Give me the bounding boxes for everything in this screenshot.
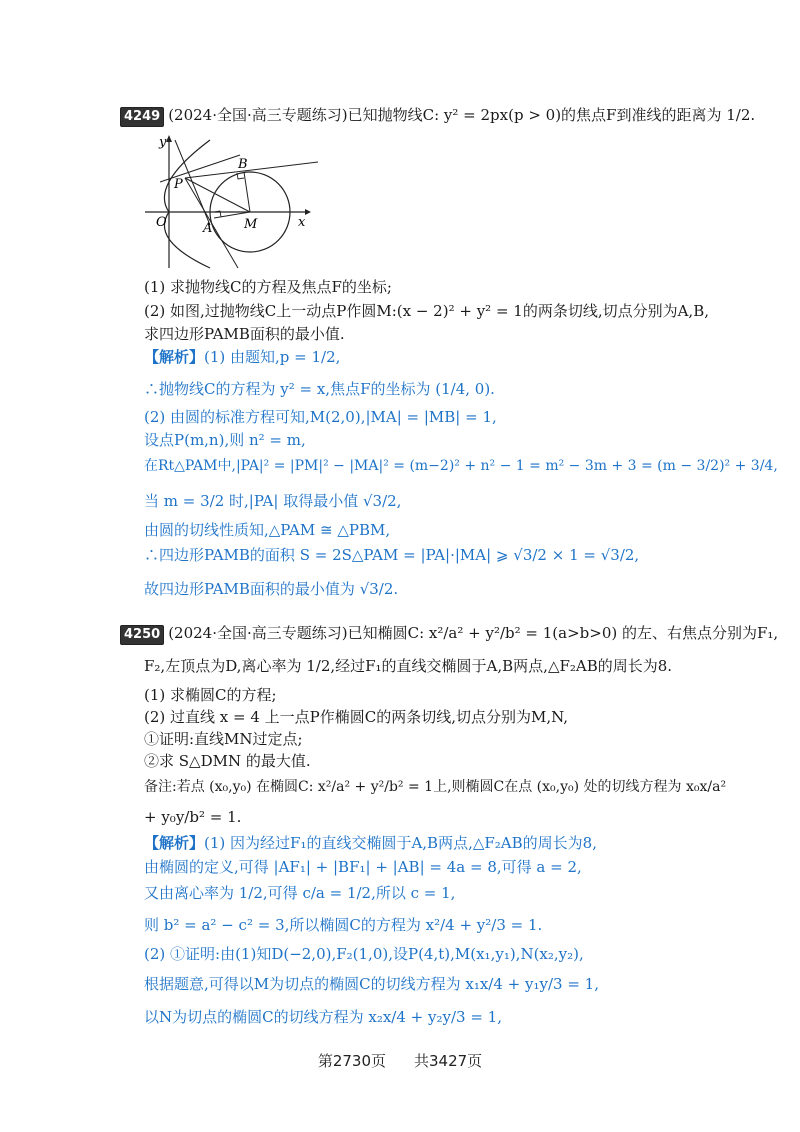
question-2a: ①证明:直线MN过定点; [144,730,303,748]
note-line2: + y₀y/b² = 1. [144,808,242,826]
question-2: (2) 过直线 x = 4 上一点P作椭圆C的两条切线,切点分别为M,N, [144,708,569,726]
solution-line: (2) 由圆的标准方程可知,M(2,0),|MA| = |MB| = 1, [144,408,497,426]
solution-line: 故四边形PAMB面积的最小值为 √3/2. [144,580,399,598]
problem-number-badge: 4250 [120,625,164,645]
solution-line: ∴四边形PAMB的面积 S = 2S△PAM = |PA|·|MA| ⩾ √3/2 × 1 = √3/2, [144,546,640,564]
solution-line: 在Rt△PAM中,|PA|² = |PM|² − |MA|² = (m−2)² + n² − 1 = m² − 3m + 3 = (m − 3/2)² + 3/4, [144,458,778,474]
solution-line: 则 b² = a² − c² = 3,所以椭圆C的方程为 x²/4 + y²/3 = 1. [144,916,543,934]
question-1: (1) 求椭圆C的方程; [144,686,277,704]
solution-line: 当 m = 3/2 时,|PA| 取得最小值 √3/2, [144,492,402,510]
problem-source: (2024·全国·高三专题练习) [168,624,348,642]
solution-text: (1) 由题知,p = 1/2, [204,348,341,366]
parabola-circle-figure [140,130,330,270]
problem-number-badge: 4249 [120,107,164,127]
problem-stem-line2: F₂,左顶点为D,离心率为 1/2,经过F₁的直线交椭圆于A,B两点,△F₂AB的周长为8. [144,657,673,675]
figure-label-m: M [244,217,258,232]
question-2-line1: (2) 如图,过抛物线C上一动点P作圆M:(x − 2)² + y² = 1的两条切线,切点分别为A,B, [144,302,709,320]
problem-stem: 已知抛物线C: y² = 2px(p > 0)的焦点F到准线的距离为 1/2. [347,106,756,124]
solution-tag: 【解析】 [144,348,205,366]
solution-line: 以N为切点的椭圆C的切线方程为 x₂x/4 + y₂y/3 = 1, [144,1008,502,1026]
solution-line: 设点P(m,n),则 n² = m, [144,431,306,449]
problem-4249-header [120,104,755,127]
question-1: (1) 求抛物线C的方程及焦点F的坐标; [144,278,392,296]
solution-text: (1) 因为经过F₁的直线交椭圆于A,B两点,△F₂AB的周长为8, [204,834,597,852]
problem-source: (2024·全国·高三专题练习) [168,106,348,124]
page-footer [0,1050,800,1071]
figure-label-a: A [203,221,213,236]
figure-label-p: P [174,177,183,192]
page-total: 共3427页 [414,1052,483,1070]
solution-tag: 【解析】 [144,834,205,852]
figure-label-x: x [298,215,306,230]
solution-line [144,346,340,368]
figure-label-y: y [159,135,167,150]
question-2b: ②求 S△DMN 的最大值. [144,752,311,770]
solution-line [144,832,597,854]
solution-line: 根据题意,可得以M为切点的椭圆C的切线方程为 x₁x/4 + y₁y/3 = 1, [144,975,599,993]
solution-line: (2) ①证明:由(1)知D(−2,0),F₂(1,0),设P(4,t),M(x₁,y₁),N(x₂,y₂), [144,945,584,963]
note-line1: 备注:若点 (x₀,y₀) 在椭圆C: x²/a² + y²/b² = 1上,则椭圆C在点 (x₀,y₀) 处的切线方程为 x₀x/a² [144,779,727,795]
solution-line: 又由离心率为 1/2,可得 c/a = 1/2,所以 c = 1, [144,884,456,902]
problem-stem: 已知椭圆C: x²/a² + y²/b² = 1(a>b>0) 的左、右焦点分别为F₁, [347,624,779,642]
problem-4250-header [120,622,778,645]
figure-label-b: B [238,157,248,172]
solution-line: ∴抛物线C的方程为 y² = x,焦点F的坐标为 (1/4, 0). [144,380,495,398]
question-2-line2: 求四边形PAMB面积的最小值. [144,325,345,343]
solution-line: 由椭圆的定义,可得 |AF₁| + |BF₁| + |AB| = 4a = 8,可得 a = 2, [144,858,582,876]
page-number: 第2730页 [317,1052,386,1070]
figure-label-o: O [156,215,167,230]
solution-line: 由圆的切线性质知,△PAM ≅ △PBM, [144,521,391,539]
